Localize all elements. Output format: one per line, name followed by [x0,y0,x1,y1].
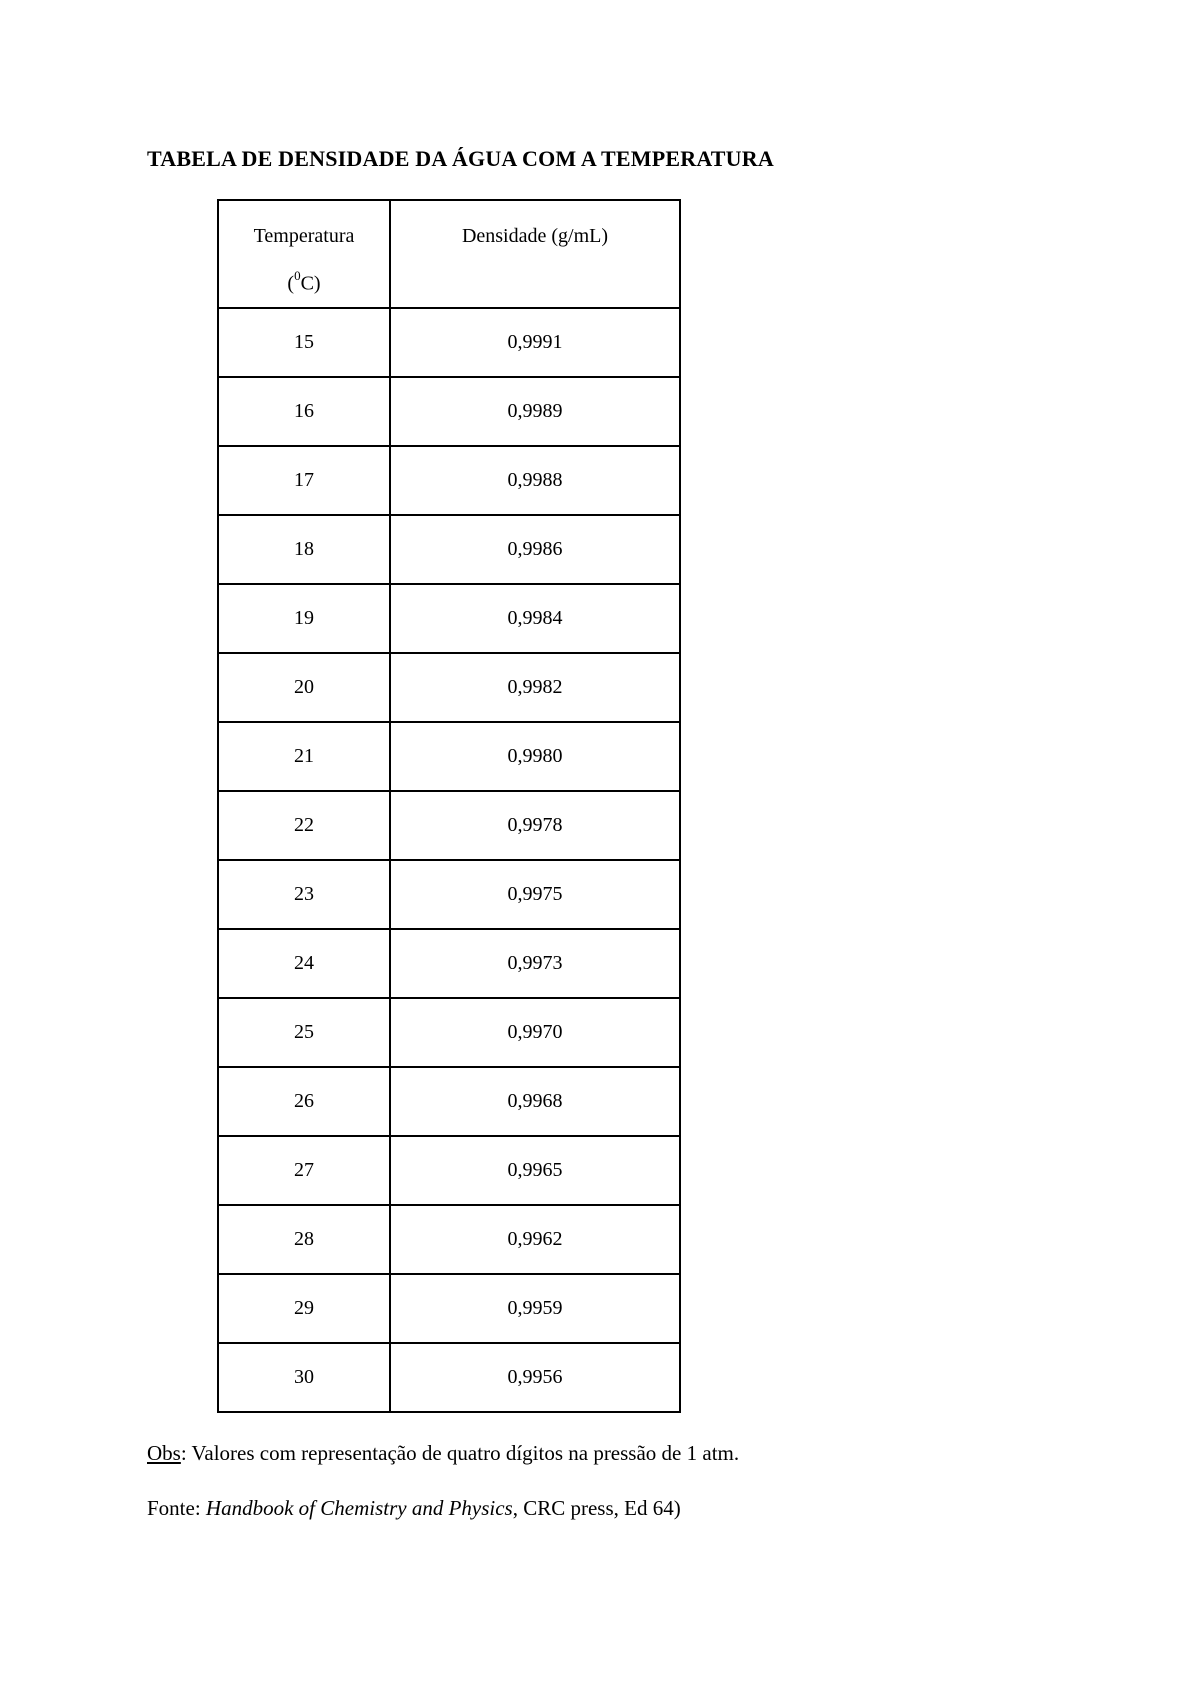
density-table [217,199,681,1413]
source-suffix: , CRC press, Ed 64) [512,1496,681,1520]
source-title: Handbook of Chemistry and Physics [205,1496,513,1520]
note [147,1441,739,1466]
density-cell: 0,9984 [390,584,680,653]
density-cell: 0,9959 [390,1274,680,1343]
table-row [218,998,680,1067]
table-row [218,584,680,653]
density-cell: 0,9978 [390,791,680,860]
density-cell: 0,9986 [390,515,680,584]
table-header [218,200,680,308]
temperature-cell: 24 [218,929,390,998]
table-row [218,860,680,929]
header-row [218,200,680,308]
table-row [218,308,680,377]
table-row [218,1067,680,1136]
source-prefix: Fonte: [147,1496,206,1520]
note-text: : Valores com representação de quatro dígitos na pressão de 1 atm. [180,1441,740,1465]
unit-celsius: C) [300,272,321,295]
temperature-cell: 18 [218,515,390,584]
header-temperature-label: Temperatura [253,225,355,247]
density-cell: 0,9975 [390,860,680,929]
header-temperature-unit [219,257,389,305]
table-row [218,653,680,722]
density-cell: 0,9970 [390,998,680,1067]
temperature-cell: 16 [218,377,390,446]
table-body [218,308,680,1412]
temperature-cell: 19 [218,584,390,653]
note-label: Obs [147,1441,181,1465]
density-cell: 0,9991 [390,308,680,377]
table-row [218,791,680,860]
source-citation [147,1496,681,1521]
page-title: TABELA DE DENSIDADE DA ÁGUA COM A TEMPERATURA [147,146,774,171]
temperature-cell: 29 [218,1274,390,1343]
density-cell: 0,9982 [390,653,680,722]
density-cell: 0,9965 [390,1136,680,1205]
temperature-cell: 26 [218,1067,390,1136]
density-cell: 0,9980 [390,722,680,791]
table-row [218,515,680,584]
density-cell: 0,9989 [390,377,680,446]
table-row [218,1136,680,1205]
table-row [218,722,680,791]
table-row [218,377,680,446]
temperature-cell: 23 [218,860,390,929]
density-cell: 0,9973 [390,929,680,998]
temperature-cell: 27 [218,1136,390,1205]
table-row [218,446,680,515]
density-cell: 0,9968 [390,1067,680,1136]
header-temperature [218,200,390,308]
temperature-cell: 25 [218,998,390,1067]
table-row [218,1343,680,1412]
table-row [218,929,680,998]
temperature-cell: 30 [218,1343,390,1412]
temperature-cell: 15 [218,308,390,377]
table-row [218,1205,680,1274]
temperature-cell: 22 [218,791,390,860]
unit-open-paren: ( [287,272,295,295]
temperature-cell: 28 [218,1205,390,1274]
density-cell: 0,9956 [390,1343,680,1412]
temperature-cell: 21 [218,722,390,791]
density-cell: 0,9988 [390,446,680,515]
temperature-cell: 20 [218,653,390,722]
temperature-cell: 17 [218,446,390,515]
table-row [218,1274,680,1343]
density-cell: 0,9962 [390,1205,680,1274]
header-density: Densidade (g/mL) [390,200,680,308]
degree-superscript: 0 [294,268,301,283]
